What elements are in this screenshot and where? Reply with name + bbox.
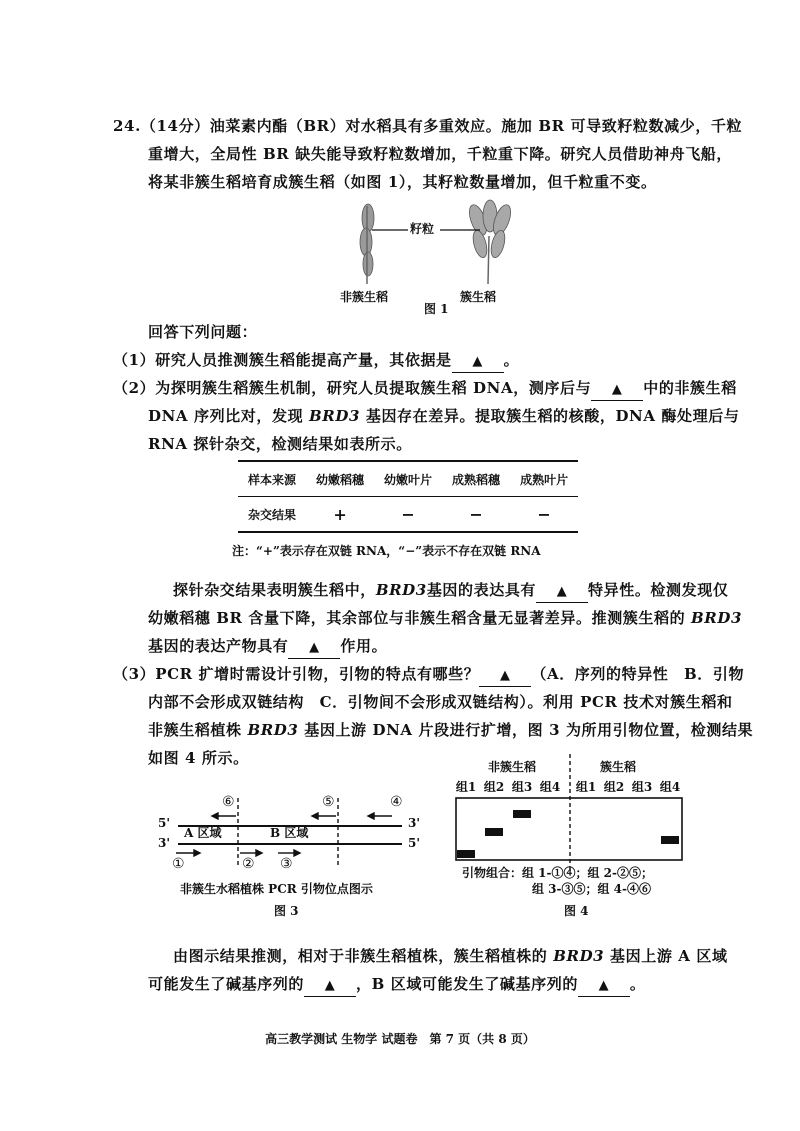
answer-blank xyxy=(578,974,630,997)
gene-name: BRD3 xyxy=(691,609,743,627)
conclusion-text-e: 。 xyxy=(629,975,646,993)
q2b-text-c: 特异性。检测发现仅 xyxy=(588,581,729,599)
conclusion-text-c: 可能发生了碱基序列的 xyxy=(148,975,305,993)
q1-end: 。 xyxy=(503,351,520,369)
answer-blank xyxy=(288,636,340,659)
figure-4 xyxy=(448,752,698,922)
primer-6: ⑥ xyxy=(222,794,235,810)
lane-label: 组4 xyxy=(539,780,561,794)
primer-combo-line-2: 组 3-③⑤；组 4-④⑥ xyxy=(532,882,652,896)
conclusion-line-2 xyxy=(148,970,646,998)
lane-label: 组1 xyxy=(575,780,597,794)
answer-blank xyxy=(591,378,643,401)
answer-blank xyxy=(479,664,531,687)
figure-3 xyxy=(150,790,430,920)
blank-marker: ▲ xyxy=(556,584,568,599)
q2b-line-1 xyxy=(173,576,728,604)
lane-label: 组1 xyxy=(455,780,477,794)
gene-name: BRD3 xyxy=(553,947,605,965)
blank-marker: ▲ xyxy=(500,668,511,683)
table-header-row xyxy=(238,461,578,497)
results-table xyxy=(238,460,578,533)
non-clustered-rice-icon xyxy=(360,204,374,284)
primer-3: ③ xyxy=(280,856,293,872)
figure-3-subtitle: 非簇生水稻植株 PCR 引物位点图示 xyxy=(180,882,373,896)
table-header: 样本来源 xyxy=(238,461,306,497)
gene-name: BRD3 xyxy=(247,721,299,739)
gel-image xyxy=(448,752,698,872)
table-header: 幼嫩稻穗 xyxy=(306,461,374,497)
q1-text: （1）研究人员推测簇生稻能提高产量，其依据是 xyxy=(113,351,452,369)
blank-marker: ▲ xyxy=(472,354,483,369)
lane-label: 组2 xyxy=(483,780,505,794)
gene-name: BRD3 xyxy=(309,407,361,425)
primer-2: ② xyxy=(242,856,255,872)
intro-text: 回答下列问题： xyxy=(148,323,258,341)
q3-text-c: 非簇生稻植株 xyxy=(148,721,248,739)
blank-marker: ▲ xyxy=(309,640,320,655)
gel-band xyxy=(485,828,503,836)
q2b-text-f: 作用。 xyxy=(340,637,388,655)
primer-5: ⑤ xyxy=(322,794,335,810)
question-number: 24. xyxy=(113,117,141,135)
gel-band xyxy=(661,836,679,844)
table-note: 注：“+”表示存在双链 RNA，“−”表示不存在双链 RNA xyxy=(232,544,541,558)
figure-3-caption: 图 3 xyxy=(274,904,299,918)
table-header: 成熟稻穗 xyxy=(442,461,510,497)
answer-blank xyxy=(536,580,588,603)
q2-text-b: 中的非簇生稻 xyxy=(643,379,737,397)
q2-text-d: 基因存在差异。提取簇生稻的核酸，DNA 酶处理后与 xyxy=(360,407,740,425)
q3-text-a: （3）PCR 扩增时需设计引物，引物的特点有哪些？ xyxy=(113,665,480,683)
q2-line-3: RNA 探针杂交，检测结果如表所示。 xyxy=(148,435,412,453)
conclusion-text-a: 由图示结果推测，相对于非簇生稻植株，簇生稻植株的 xyxy=(173,947,554,965)
answer-blank xyxy=(452,350,504,373)
question-points: （14分） xyxy=(140,117,210,135)
top-5-prime: 5' xyxy=(158,816,171,830)
lane-label: 组3 xyxy=(631,780,653,794)
page-footer: 高三教学测试 生物学 试题卷 第 7 页（共 8 页） xyxy=(265,1032,535,1046)
q3-line-1 xyxy=(113,660,744,688)
top-3-prime: 3' xyxy=(408,816,421,830)
primer-combo-line-1: 引物组合：组 1-①④；组 2-②⑤； xyxy=(462,866,654,880)
q2b-text-a: 探针杂交结果表明簇生稻中， xyxy=(173,581,376,599)
q3-line-2: 内部不会形成双链结构 C．引物间不会形成双链结构）。利用 PCR 技术对簇生稻和 xyxy=(148,693,733,711)
blank-marker: ▲ xyxy=(611,382,623,397)
blank-marker: ▲ xyxy=(324,978,336,993)
figure-1 xyxy=(330,196,530,316)
clustered-title: 簇生稻 xyxy=(600,760,637,774)
q2-line-1 xyxy=(113,374,737,402)
table-row xyxy=(238,497,578,533)
table-cell: + xyxy=(306,497,374,533)
q3-line-3 xyxy=(148,716,753,744)
lane-label: 组2 xyxy=(603,780,625,794)
q2b-text-b: 基因的表达具有 xyxy=(426,581,537,599)
bottom-3-prime: 3' xyxy=(158,836,171,850)
answer-blank xyxy=(304,974,356,997)
clustered-label: 簇生稻 xyxy=(460,290,497,304)
question-line-2: 重增大，全局性 BR 缺失能导致籽粒数增加，千粒重下降。研究人员借助神舟飞船， xyxy=(148,145,732,163)
conclusion-text-d: ，B 区域可能发生了碱基序列的 xyxy=(356,975,578,993)
primer-diagram xyxy=(150,790,430,920)
lane-label: 组4 xyxy=(659,780,681,794)
question-line-3: 将某非簇生稻培育成簇生稻（如图 1），其籽粒数量增加，但千粒重不变。 xyxy=(148,173,657,191)
table-cell: − xyxy=(510,497,578,533)
q2b-line-3 xyxy=(148,632,387,660)
q2-line-2 xyxy=(148,402,739,430)
figure-1-caption: 图 1 xyxy=(424,302,449,316)
non-clustered-label: 非簇生稻 xyxy=(340,290,389,304)
gel-band xyxy=(513,810,531,818)
region-a-label: A 区域 xyxy=(184,826,222,840)
table-row-label: 杂交结果 xyxy=(238,497,306,533)
table-header: 幼嫩叶片 xyxy=(374,461,442,497)
conclusion-line-1 xyxy=(173,942,728,970)
figure-4-caption: 图 4 xyxy=(564,904,589,918)
q2-text-c: DNA 序列比对，发现 xyxy=(148,407,310,425)
non-clustered-title: 非簇生稻 xyxy=(488,760,537,774)
q2b-text-d: 幼嫩稻穗 BR 含量下降，其余部位与非簇生稻含量无显著差异。推测簇生稻的 xyxy=(148,609,692,627)
table-cell: − xyxy=(442,497,510,533)
q2b-line-2 xyxy=(148,604,742,632)
q3-text-b: （A．序列的特异性 B．引物 xyxy=(531,665,745,683)
question-text: 油菜素内酯（BR）对水稻具有多重效应。施加 BR 可导致籽粒数减少，千粒 xyxy=(209,117,743,135)
q3-line-4: 如图 4 所示。 xyxy=(148,749,249,767)
conclusion-text-b: 基因上游 A 区域 xyxy=(604,947,728,965)
region-b-label: B 区域 xyxy=(270,826,309,840)
gel-band xyxy=(457,850,475,858)
blank-marker: ▲ xyxy=(598,978,610,993)
q2-text-a: （2）为探明簇生稻簇生机制，研究人员提取簇生稻 DNA，测序后与 xyxy=(113,379,592,397)
q3-text-d: 基因上游 DNA 片段进行扩增，图 3 为所用引物位置，检测结果 xyxy=(298,721,754,739)
table-header: 成熟叶片 xyxy=(510,461,578,497)
seed-label: 籽粒 xyxy=(410,222,435,236)
q2b-text-e: 基因的表达产物具有 xyxy=(148,637,289,655)
clustered-rice-icon xyxy=(466,200,514,284)
table-cell: − xyxy=(374,497,442,533)
gene-name: BRD3 xyxy=(375,581,427,599)
primer-4: ④ xyxy=(390,794,403,810)
question-line-1 xyxy=(113,112,742,140)
primer-1: ① xyxy=(172,856,185,872)
lane-label: 组3 xyxy=(511,780,533,794)
bottom-5-prime: 5' xyxy=(408,836,421,850)
q1-line xyxy=(113,346,519,374)
